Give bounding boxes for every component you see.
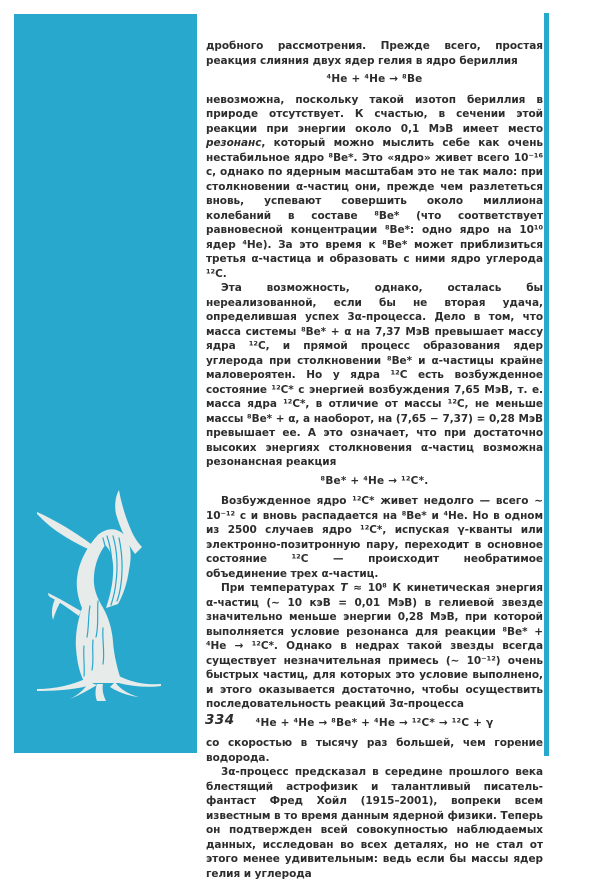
tree-figure — [37, 490, 161, 701]
right-accent-stripe — [544, 13, 549, 756]
term-resonance: резонанс — [206, 137, 262, 149]
math-variable-T: T — [340, 582, 348, 594]
paragraph-hoyle: 3α-процесс предсказал в середине прошлого века блестящий астрофизик и талантливый писатель-фантаст Фред Хойл (1915–2001), вопреки всем известным в то время данным ядерной физики. Теперь он подтвержден всей совокупностью наблюдаемых данных, исследован во всех деталях, но не стал от этого менее удивительным: ведь если бы массы ядер гелия и углерода — [206, 766, 543, 880]
paragraph-speed: со скоростью в тысячу раз большей, чем горение водорода. — [206, 737, 543, 764]
left-accent-panel — [14, 14, 197, 753]
paragraph-text: невозможна, поскольку такой изотоп бериллия в природе отсутствует. К счастью, в сечении этой реакции при энергии около 0,1 МэВ имеет место — [206, 93, 543, 135]
paragraph-text: , который можно мыслить себе как очень нестабильное ядро ⁸Be*. Это «ядро» живет всего 10⁻¹⁶ с, однако по ядерным масштабам это не так мало: при столкновении α-частиц они, прежде чем разлететься вновь, успевают совершить около миллиона колебаний в составе ⁸Be* (что соответствует равновесной концентрации ⁸Be*: одно ядро на 10¹⁰ ядер ⁴He). За это время к ⁸Be* может приблизиться третья α-частица и образовать с ними ядро углерода ¹²C. — [206, 137, 543, 280]
paragraph-text: При температурах — [221, 582, 341, 594]
paragraph-excited-carbon: Возбужденное ядро ¹²C* живет недолго — всего ∼ 10⁻¹² с и вновь распадается на ⁸Be* и ⁴He. Но в одном из 2500 случаев ядро ¹²C*, испуская γ-кванты или электронно-позитронную пару, переходит в основное состояние ¹²C — происходит необратимое объединение трех α-частиц. — [206, 495, 543, 580]
text-column — [206, 39, 543, 881]
page-number: 334 — [205, 712, 235, 728]
formula-carbon-excited: ⁸Be* + ⁴He → ¹²C*. — [320, 474, 429, 487]
paragraph-second-luck: Эта возможность, однако, осталась бы нереализованной, если бы не вторая удача, определившая успех 3α-процесса. Дело в том, что масса системы ⁸Be* + α на 7,37 МэВ превышает массу ядра ¹²C, и прямой процесс образования ядер углерода при столкновении ⁸Be* и α-частицы крайне маловероятен. Но у ядра ¹²C есть возбужденное состояние ¹²C* с энергией возбуждения 7,65 МэВ, т. е. масса ядра ¹²C*, в отличие от массы ¹²C, не меньше массы ⁸Be* + α, а наоборот, на (7,65 − 7,37) = 0,28 МэВ превышает ее. А это означает, что при достаточно высоких энергиях столкновения α-частиц возможна резонансная реакция — [206, 282, 543, 468]
paragraph-resonance — [206, 93, 543, 282]
paragraph-text: ≈ 10⁸ К кинетическая энергия α-частиц (∼ 10 кэВ = 0,01 МэВ) в гелиевой звезде значительно меньше энергии 0,28 МэВ, при которой выполняется условие резонанса для реакции ⁸Be* + ⁴He → ¹²C*. Однако в недрах такой звезды всегда существует незначительная примесь (∼ 10⁻¹²) очень быстрых частиц, для которых это условие выполнено, и этого оказывается достаточно, чтобы осуществить последовательность реакций 3α-процесса — [206, 582, 543, 710]
formula-triple-alpha-chain: ⁴He + ⁴He → ⁸Be* + ⁴He → ¹²C* → ¹²C + γ — [255, 716, 494, 729]
paragraph-temperatures — [206, 581, 543, 712]
paragraph-intro: дробного рассмотрения. Прежде всего, простая реакция слияния двух ядер гелия в ядро бериллия — [206, 40, 543, 67]
dryad-tree-illustration-icon — [35, 486, 163, 702]
formula-helium-fusion: ⁴He + ⁴He → ⁸Be — [326, 73, 423, 85]
